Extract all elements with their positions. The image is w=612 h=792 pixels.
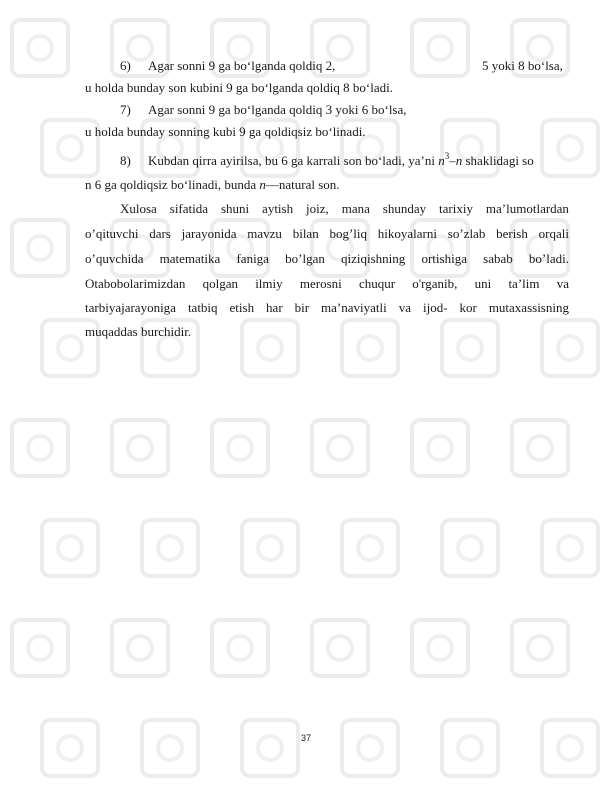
word: ma’naviyatli: [321, 300, 387, 315]
word: aytish: [262, 201, 294, 216]
paragraph-line: [85, 226, 569, 242]
word: shuni: [220, 201, 250, 216]
watermark-tile: [340, 718, 400, 778]
math-exponent: 3: [444, 150, 450, 161]
word: tarixiy: [439, 201, 473, 216]
word: har: [266, 300, 283, 315]
watermark-tile: [440, 118, 500, 178]
watermark-tile: [10, 618, 70, 678]
watermark-tile: [310, 618, 370, 678]
watermark-tile: [240, 318, 300, 378]
word: joiz,: [306, 201, 329, 216]
word: o’quvchida: [85, 251, 144, 266]
word: orqali: [538, 226, 569, 241]
watermark-tile: [210, 418, 270, 478]
watermark-tile: [40, 718, 100, 778]
item-text-part: shaklidagi so: [462, 153, 534, 168]
watermark-tile: [510, 618, 570, 678]
word: Xulosa: [120, 201, 157, 216]
paragraph-line: [120, 201, 569, 217]
word: o'rganib,: [412, 276, 458, 291]
watermark-tile: [410, 618, 470, 678]
word: hikoyalarni: [377, 226, 438, 241]
watermark-tile: [140, 718, 200, 778]
word: mavzu: [247, 226, 282, 241]
word: tatbiq: [187, 300, 218, 315]
item-text: Agar sonni 9 ga bo‘lganda qoldiq 3 yoki 6 bo‘lsa,: [148, 102, 407, 117]
word: bilan: [292, 226, 319, 241]
word: ta’lim: [508, 276, 540, 291]
watermark-tile: [340, 518, 400, 578]
watermark-tile: [410, 18, 470, 78]
watermark-tile: [140, 518, 200, 578]
math-variable: n: [455, 153, 463, 168]
word: sifatida: [169, 201, 209, 216]
watermark-tile: [540, 118, 600, 178]
watermark-tile: [410, 418, 470, 478]
item-text-part: Kubdan qirra ayirilsa, bu 6 ga karrali son bo‘ladi, ya’ni: [148, 153, 439, 168]
watermark-tile: [40, 518, 100, 578]
word: berish: [496, 226, 528, 241]
word: bog’liq: [329, 226, 368, 241]
item-number: 6): [120, 58, 131, 73]
word: sabab: [483, 251, 513, 266]
word: va: [556, 276, 569, 291]
word: uni: [474, 276, 492, 291]
item-continuation: [85, 177, 340, 193]
word: faniga: [236, 251, 269, 266]
watermark-tile: [240, 718, 300, 778]
word: so’zlab: [447, 226, 486, 241]
word: qiziqishning: [341, 251, 406, 266]
watermark-tile: [440, 518, 500, 578]
watermark-tile: [110, 418, 170, 478]
item-number: 8): [120, 153, 131, 168]
word: mutaxassisning: [488, 300, 569, 315]
word: merosni: [299, 276, 342, 291]
word: ma’lumotlardan: [485, 201, 569, 216]
word: etish: [229, 300, 255, 315]
item-text-part: —natural son.: [265, 177, 340, 192]
paragraph-line: [85, 276, 569, 292]
watermark-tile: [10, 18, 70, 78]
watermark-tile: [110, 618, 170, 678]
item-continuation: u holda bunday son kubini 9 ga bo‘lganda qoldiq 8 bo‘ladi.: [85, 80, 393, 95]
word: o’qituvchi: [85, 226, 139, 241]
paragraph-line: [85, 251, 569, 267]
math-minus: –: [449, 153, 456, 168]
watermark-tile: [10, 418, 70, 478]
watermark-tile: [210, 618, 270, 678]
watermark-tile: [340, 318, 400, 378]
word: ijod-: [422, 300, 448, 315]
watermark-tile: [440, 318, 500, 378]
word: mana: [341, 201, 370, 216]
watermark-tile: [540, 318, 600, 378]
item-text-part: n 6 ga qoldiqsiz bo‘linadi, bunda: [85, 177, 260, 192]
word: matematika: [159, 251, 221, 266]
math-variable: n: [259, 177, 266, 192]
word: bo’ladi.: [528, 251, 569, 266]
word: bo’lgan: [285, 251, 325, 266]
item-number: 7): [120, 102, 131, 117]
item-text-right: 5 yoki 8 bo‘lsa,: [482, 58, 563, 73]
watermark-tile: [310, 418, 370, 478]
word: ilmiy: [255, 276, 283, 291]
item-text: [148, 150, 534, 169]
math-variable: n: [438, 153, 445, 168]
word: va: [398, 300, 411, 315]
word: tarbiyajarayoniga: [85, 300, 176, 315]
watermark-tile: [440, 718, 500, 778]
paragraph-line-last: muqaddas burchidir.: [85, 324, 192, 339]
word: ortishiga: [421, 251, 467, 266]
watermark-tile: [10, 218, 70, 278]
word: bir: [294, 300, 310, 315]
word: dars: [149, 226, 171, 241]
watermark-tile: [540, 518, 600, 578]
watermark-tile: [240, 518, 300, 578]
word: shunday: [382, 201, 427, 216]
word: qolgan: [202, 276, 238, 291]
page-number: 37: [300, 733, 311, 743]
word: jarayonida: [181, 226, 237, 241]
word: Otabobolarimizdan: [85, 276, 186, 291]
word: kor: [459, 300, 477, 315]
word: chuqur: [358, 276, 396, 291]
watermark-tile: [510, 418, 570, 478]
watermark-tile: [540, 718, 600, 778]
item-continuation: u holda bunday sonning kubi 9 ga qoldiqsiz bo‘linadi.: [85, 124, 366, 139]
paragraph-line: [85, 300, 569, 316]
item-text: Agar sonni 9 ga bo‘lganda qoldiq 2,: [148, 58, 336, 73]
